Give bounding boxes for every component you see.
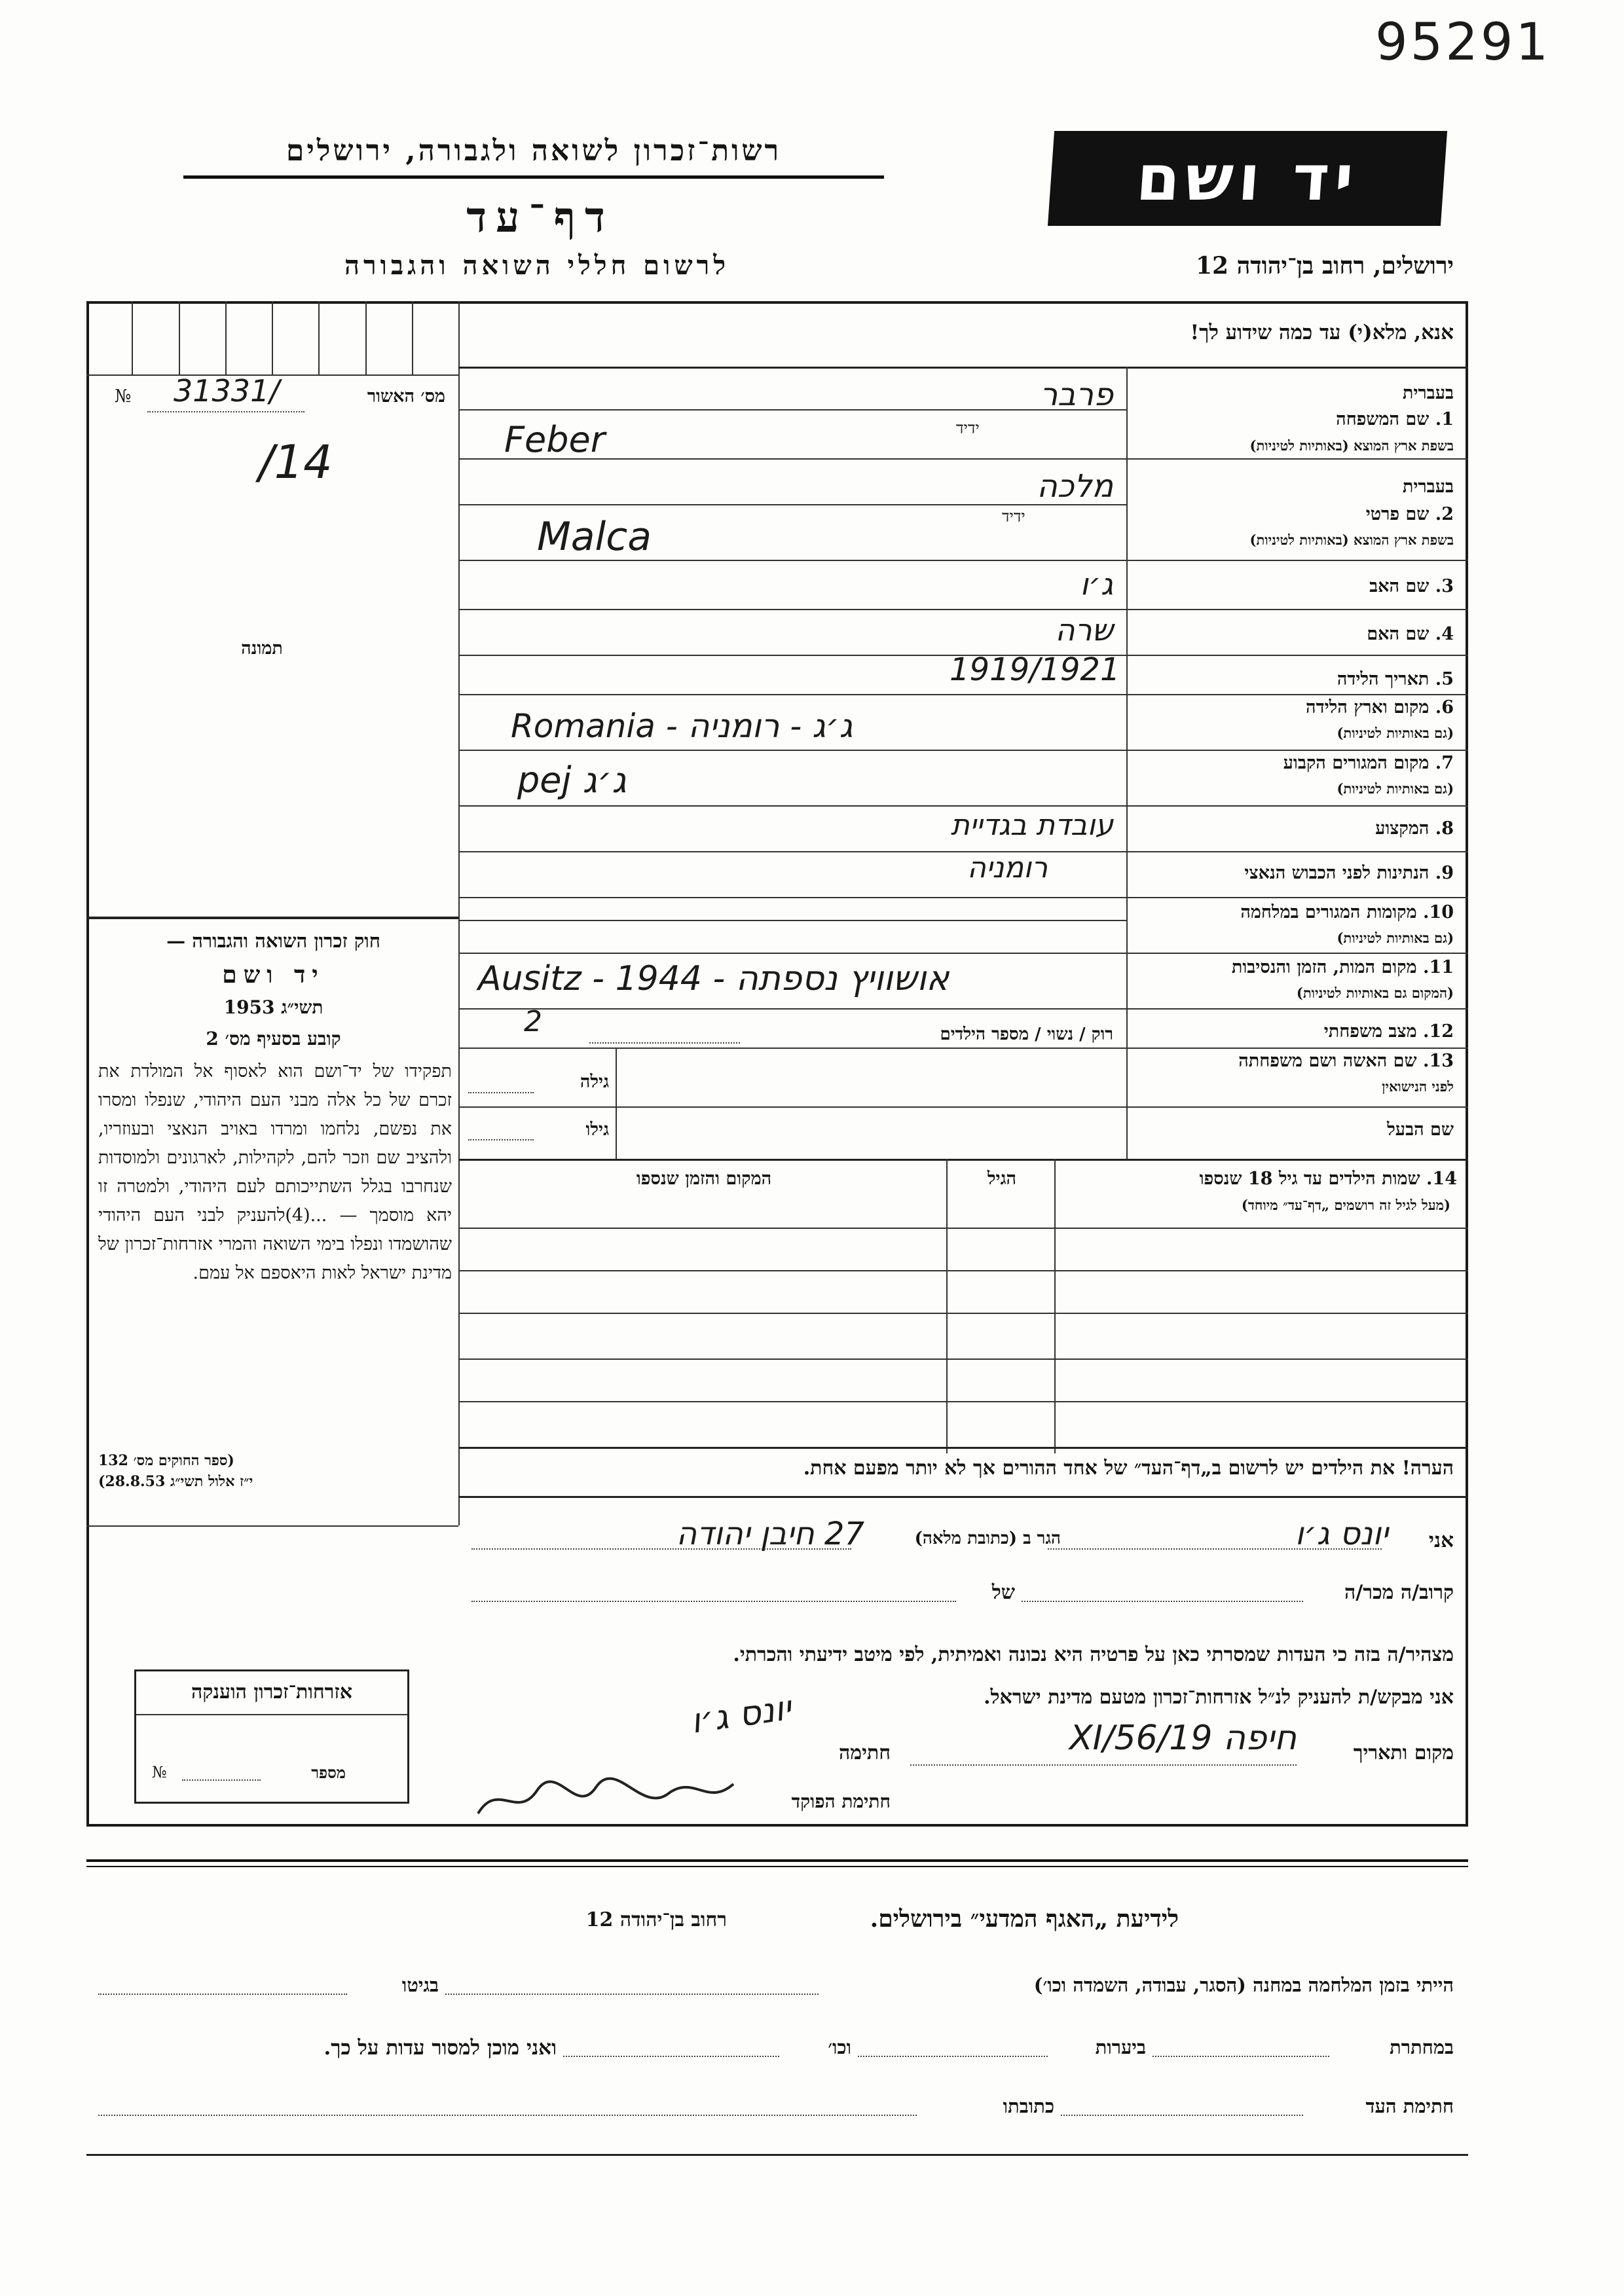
field-1-hebrew-value: פרבר: [1040, 376, 1113, 413]
field-1-latin-value: Feber: [504, 419, 605, 460]
instruction: אנא, מלא(י) עד כמה שידוע לך!: [1190, 321, 1454, 344]
approval-sub-number: /14: [259, 435, 333, 489]
approval-label: מס׳ האשור: [367, 386, 445, 407]
field-8-value: עובדת בגדיית: [950, 809, 1113, 842]
photo-label: תמונה: [241, 638, 283, 659]
field-2-hebrew-value: מלכה: [1037, 468, 1113, 505]
field-12-label: 12. מצב משפחתי: [1323, 1021, 1454, 1042]
witness-name: יונס ג׳ו: [1295, 1516, 1388, 1552]
field-3-label: 3. שם האב: [1369, 576, 1454, 596]
field-9-value: רומניה: [967, 851, 1048, 884]
children-header-name: 14. שמות הילדים עד גיל 18 שנספו: [1199, 1169, 1457, 1189]
law-year: תשי״ג 1953: [223, 996, 323, 1018]
field-6-value: Romania - ג׳ג - רומניה: [511, 707, 853, 745]
witness-i-label: אני: [1428, 1529, 1454, 1552]
officer-signature-scribble: [471, 1768, 747, 1827]
relative-label: קרוב/ה מכר/ה: [1344, 1581, 1454, 1604]
law-text: תפקידו של יד־ושם הוא לאסוף אל המולדת את זכרם של כל אלה מבני העם היהודי, שנפלו ומסרו את נפשם, נלחמו ומרדו באויב הנאצי ובעוזריו, ולהציב שם וזכר להם, לקהילות, לארגונים ולמוסדות שנחרבו בגלל השתייכותם לעם היהודי, ולמטרה זו יהא מוסמך — ...(4)להעניק לבני העם היהודי שהושמדו ונפלו בימי השואה והמרי אזרחות־זכרון של מדינת ישראל לאות היאספם אל עמם.: [98, 1061, 452, 1283]
yad-vashem-logo: יד ושם: [1048, 131, 1447, 226]
request: אני מבקש/ת להעניק לנ״ל אזרחות־זכרון מטעם מדינת ישראל.: [984, 1686, 1454, 1709]
header-rule: [183, 175, 884, 179]
archive-number: 95291: [1375, 13, 1551, 72]
footer-address: רחוב בן־יהודה 12: [585, 1908, 727, 1931]
field-12-value: 2: [524, 1005, 542, 1038]
field-husband-label: שם הבעל: [1387, 1120, 1454, 1140]
field-13-label: 13. שם האשה ושם משפחתה: [1238, 1051, 1454, 1071]
law-citation-2: י״ז אלול תשי״ג 28.8.53): [98, 1473, 253, 1490]
form-subtitle: לרשום חללי השואה והגבורה: [344, 250, 730, 281]
field-7-label: 7. מקום המגורים הקבוע: [1283, 753, 1454, 773]
law-citation-1: (ספר החוקים מס׳ 132: [98, 1452, 234, 1469]
declaration: מצהיר/ה בזה כי העדות שמסרתי כאן על פרטיה היא נכונה ואמיתית, לפי מיטב ידיעתי והכרתי.: [733, 1643, 1454, 1666]
children-header-place: המקום והזמן שנספו: [636, 1169, 772, 1189]
authority-title: רשות־זכרון לשואה ולגבורה, ירושלים: [286, 134, 782, 168]
field-10-label: 10. מקומות המגורים במלחמה: [1240, 902, 1454, 922]
place-date-value: חיפה 19/XI/56: [1069, 1719, 1297, 1758]
field-8-label: 8. המקצוע: [1375, 818, 1454, 839]
field-2-label: 2. שם פרטי: [1365, 504, 1454, 524]
citizenship-box: אזרחות־זכרון הוענקה № מספר: [134, 1669, 409, 1804]
law-title: חוק זכרון השואה והגבורה —: [166, 930, 380, 952]
address: ירושלים, רחוב בן־יהודה 12: [1195, 252, 1454, 280]
law-name: יד ושם: [222, 961, 325, 989]
witness-signature: יונס ג׳ו: [688, 1688, 794, 1741]
note: הערה! את הילדים יש לרשום ב„דף־העד״ של אחד ההורים אך לא יותר מפעם אחת.: [803, 1457, 1454, 1480]
field-1-label: 1. שם המשפחה: [1336, 409, 1454, 429]
field-2-latin-value: Malca: [537, 514, 652, 560]
field-6-label: 6. מקום וארץ הלידה: [1306, 697, 1454, 718]
footer-title: לידיעת „האגף המדעי״ בירושלים.: [870, 1905, 1179, 1933]
law-clause: קובע בסעיף מס׳ 2: [206, 1028, 341, 1049]
approval-no-symbol: №: [115, 386, 132, 407]
field-9-label: 9. הנתינות לפני הכבוש הנאצי: [1244, 863, 1454, 883]
approval-tick-boxes: [86, 301, 458, 374]
field-11-label: 11. מקום המות, הזמן והנסיבות: [1231, 957, 1454, 977]
witness-address: 27 חיבן יהודה: [676, 1516, 864, 1552]
field-7-value: pej ג׳ג: [517, 759, 627, 801]
field-5-value: 1919/1921: [950, 651, 1120, 688]
field-3-value: ג׳ו: [1080, 566, 1113, 602]
field-5-label: 5. תאריך הלידה: [1337, 669, 1454, 689]
field-11-value: Ausitz - 1944 - אושוויץ נספתה: [478, 959, 950, 998]
approval-number: 31331/: [174, 373, 280, 409]
field-4-value: שרה: [1055, 612, 1113, 647]
children-header-age: הגיל: [987, 1169, 1017, 1189]
field-4-label: 4. שם האם: [1367, 624, 1454, 644]
form-title: דף־עד: [466, 193, 614, 242]
